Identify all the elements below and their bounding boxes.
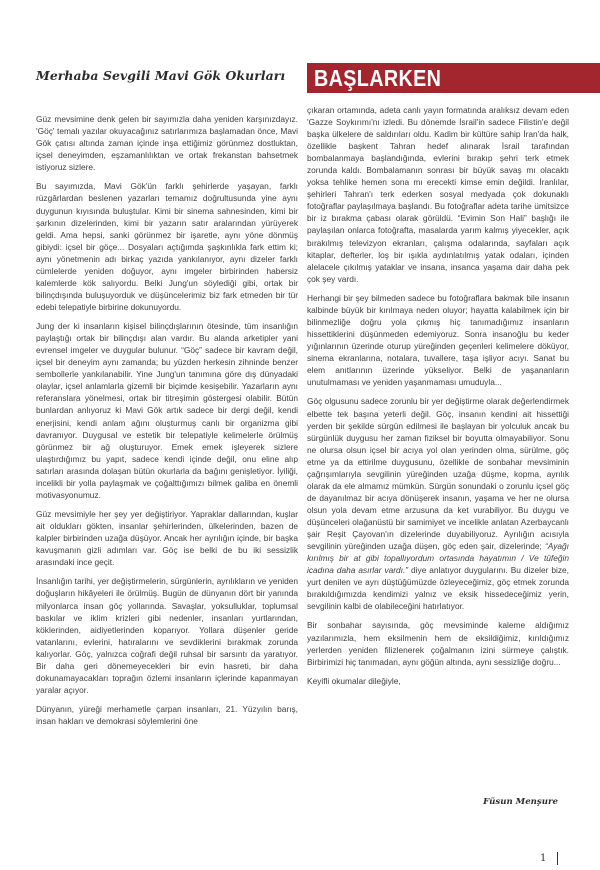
paragraph: Bir sonbahar sayısında, göç mevsiminde kaleme aldığımız yazılarımızla, hem eksilmenin hem de eksildiğimiz, kırıldığımız yerlerden yeniden filizlenerek çoğalmanın izini sürmeye çalıştık. Birbirimizi hiç tanımadan, aynı göğün altında, aynı sessizliğe doğru... xyxy=(307,620,569,667)
paragraph: Dünyanın, yüreği merhametle çarpan insanları, 21. Yüzyılın barış, insan hakları ve demokrasi söylemlerini öne xyxy=(36,704,298,727)
paragraph-text: diye anlatıyor duygularını. Bu dizeler bize, yurt denilen ve ayrı düştüğümüzde özleyeceğimiz, göç etmek zorunda bırakıldığımızda kendimizi yalnız ve eksik hissedeceğimiz yerin, sevgilinin kalbi de olabileceğini hatırlatıyor. xyxy=(307,565,569,612)
greeting-heading: Merhaba Sevgili Mavi Gök Okurları xyxy=(36,68,286,83)
paragraph: Bu sayımızda, Mavi Gök'ün farklı şehirlerde yaşayan, farklı rüzgârlardan beslenen yazarları temamız doğrultusunda yine aynı duygunun kıyısında buluştular. Kimi bir sinema sahnesinden, kimi bir şarkının dizelerinden, kimi bir yazarın satır aralarından yürüyerek geldi. Ama hepsi, sanki görünmez bir işaretle, aynı yöne dönmüş gibiydi: içsel bir göçe... Dosyaları açtığımda şaşkınlıkla fark ettim ki; aynı yönetmenin adı birkaç yazıda yankılanıyor, aynı dizeler farklı cümlelerde yeniden doğuyor, aynı imgeler birbirinden habersiz kalemlerde kök salıyordu. Belki Jung'un söylediği gibi, ortak bir bilinçdışında buluşuyorduk ve düşüncelerimiz biz fark etmeden bir tür edebi telepatiyle birbirine dokunuyordu. xyxy=(36,181,298,312)
left-column xyxy=(36,113,298,734)
page-number: 1 xyxy=(540,853,547,864)
paragraph: çıkaran ortamında, adeta canlı yayın formatında aralıksız devam eden 'Gazze Soykırımı'nı izledi. Bu dönemde İsrail'in sadece Filistin'e değil başka ülkelere de saldırıları oldu. Kadim bir kültüre sahip İran'da halk, özellikle başkent Tahran hedef alınarak İsrail tarafından bombalanmaya başlandığında, evlerini bırakıp şehri terk etmek zorunda kaldı. Bombalamanın sonrası bir büyük savaş mı olacaktı yoksa tehlike hemen sona mı erecekti kimse emin değildi. İranlılar, şehirleri Tahran'ı terk ederken sosyal medyada çok dokunaklı fotoğraflar paylaşılmaya başlandı. Bu fotoğraflar adeta tarihe ümitsizce bir iz bırakma çabası olarak görüldü. “Evimin Son Hali” başlığı ile paylaşılan onlarca fotoğrafta, masalarda yarım kalmış yiyecekler, açık bırakılmış televizyon ekranları, çalışma odalarında, sayfaları açık kitaplar, defterler, loş bir ışıkla aydınlatılmış yatak odaları, içinden alelacele çıkılmış yataklar ve insana, insanca yaşama dair daha pek çok şey vardı. xyxy=(307,105,569,284)
paragraph-with-quote xyxy=(307,395,569,612)
paragraph: Güz mevsimine denk gelen bir sayımızla daha yeniden karşınızdayız. 'Göç' temalı yazılar okuyacağınız satırlarımıza başlamadan önce, Mavi Gök çatısı altında zaman içinde inşa ettiğimiz görünmez dostluktan, içsel deneyimden, eşzamanlılıktan ve ortak frekanstan bahsetmek istiyoruz sizlere. xyxy=(36,114,298,173)
paragraph-text: Göç olgusunu sadece zorunlu bir yer değiştirme olarak değerlendirmek elbette tek başına yeterli değil. Göç, insanın kendini ait hissettiği yerden bir şekilde sürgün edilmesi ile başlayan bir yolculuk ancak bu sürgünlük duygusu her zaman fiziksel bir boyutta olmayabiliyor. Sonu ne olursa olsun içsel bir acıya yol olan yerinden olma, sürülme, göç etme ya da ettirilme duygusunu, özellikle de sonbahar mevsiminin çağrışımlarıyla sevgilinin yüreğinden uzağa düşme, kopma, ayrılık olarak da ele almamız mümkün. Sürgün sonundaki o zorunlu içsel göç de dayanılmaz bir acıya dönüşerek insanın, yaşama ve her ne olursa olsun yola devam etme arzusuna da ket vurabiliyor. Bu duygu ve düşünceleri olağanüstü bir samimiyet ve incelikle anlatan Azerbaycanlı şair Reşit Çayovan'ın dizelerinde duyabiliyoruz. Ayrılığın acısıyla sevgilinin yüreğinden uzağa düşen, göç eden şair, dizelerinde; xyxy=(307,396,569,552)
section-header-bar xyxy=(307,63,600,93)
closing-line: Keyifli okumalar dileğiyle, xyxy=(307,675,401,686)
page-number-divider xyxy=(557,852,558,865)
paragraph: Herhangi bir şey bilmeden sadece bu fotoğraflara bakmak bile insanın kalbinde büyük bir kırılmaya neden oluyor; hayatta kalabilmek için bir bilinmezliğe doğru yola çıkmış hiç tanımadığımız insanların hissettiklerini düşünmeden edemiyoruz. Sonra insanoğlu bu keder yığınlarının üzerinde oturup yüreğinden geçenleri kelimelere döküyor, sinema ekranlarına, notalara, tuvallere, taşa işliyor acıyı. Sanat bu elem anıtlarının üzerinde yükseliyor. Belki de yaşananların unutulmaması ve yeniden yaşanmaması umuduyla... xyxy=(307,292,569,388)
section-header-title: BAŞLARKEN xyxy=(314,65,442,91)
paragraph: Jung der ki insanların kişisel bilinçdışlarının ötesinde, tüm insanlığın paylaştığı ortak bir bilinçdışı alan vardır. Bu alanda arketipler yani evrensel imgeler ve duygular bulunur. “Göç” sadece bir kavram değil, içsel bir deneyim aynı zamanda; bu yüzden herkesin zihninde benzer sembollerle yankılanabilir. Yine Jung'un tanımına göre dış dünyadaki olaylar, içsel anlamlarla gizemli bir biçimde kesişebilir. Yazarların aynı referanslara yönelmesi, ortak bir titreşimin göstergesi olabilir. Bütün bunlardan anlıyoruz ki Mavi Gök artık sadece bir dergi değil, kendi enerjisini, kendi anlam ağını oluşturmuş canlı bir organizma gibi davranıyor. Duygusal ve estetik bir telepatiyle kelimelerle örülmüş görünmez bir ağ oluşturuyor. Emek emek işleyerek sizlere ulaştırdığımız bu yapıt, sadece kendi içinde değil, onu eline alıp satırları arasında dolaşan bütün okurlarla da bağını genişletiyor. İyiliği, incelikli bir yolla paylaşmak ve çoğalttığımızı bilmek galiba en önemli motivasyonumuz. xyxy=(36,321,298,500)
right-column xyxy=(307,104,569,694)
paragraph: Güz mevsimiyle her şey yer değiştiriyor. Yapraklar dallarından, kuşlar ait oldukları gökten, insanlar şehirlerinden, ülkelerinden, bazen de kalpler birbirinden uzağa düşüyor. Ancak her ayrılığın içinde, bir başka kavuşmanın gizli adımları var. Göç ise belki de bu iki sessizlik arasındaki ince geçit. xyxy=(36,509,298,568)
paragraph: İnsanlığın tarihi, yer değiştirmelerin, sürgünlerin, ayrılıkların ve yeniden doğuşların hikâyeleri ile örülmüş. Bugün de dünyanın dört bir yanında milyonlarca insan göç yollarında. Savaşlar, yoksulluklar, toplumsal baskılar ve iklim krizleri gibi nedenler, insanları yurtlarından, köklerinden, aidiyetlerinden koparıyor. Yollara düşenler geride vatanlarını, evlerini, hatıralarını ve sevdiklerini bırakmak zorunda kalıyorlar. Göç, yalnızca coğrafi değil ruhsal bir sarsıntı da yaratıyor. Bir daha geri dönemeyecekleri bir evin hasreti, bir daha dokunamayacakları toprağın özlemi insanların içlerinde kapanmayan yaralar açıyor. xyxy=(36,576,298,695)
poem-quote: “Ayağı kırılmış bir at gibi topallıyordum ortasında hayatımın / Ve tüfeğin icadına daha asırlar vardı.” xyxy=(307,541,569,576)
author-signature: Füsun Menşure xyxy=(483,797,558,807)
